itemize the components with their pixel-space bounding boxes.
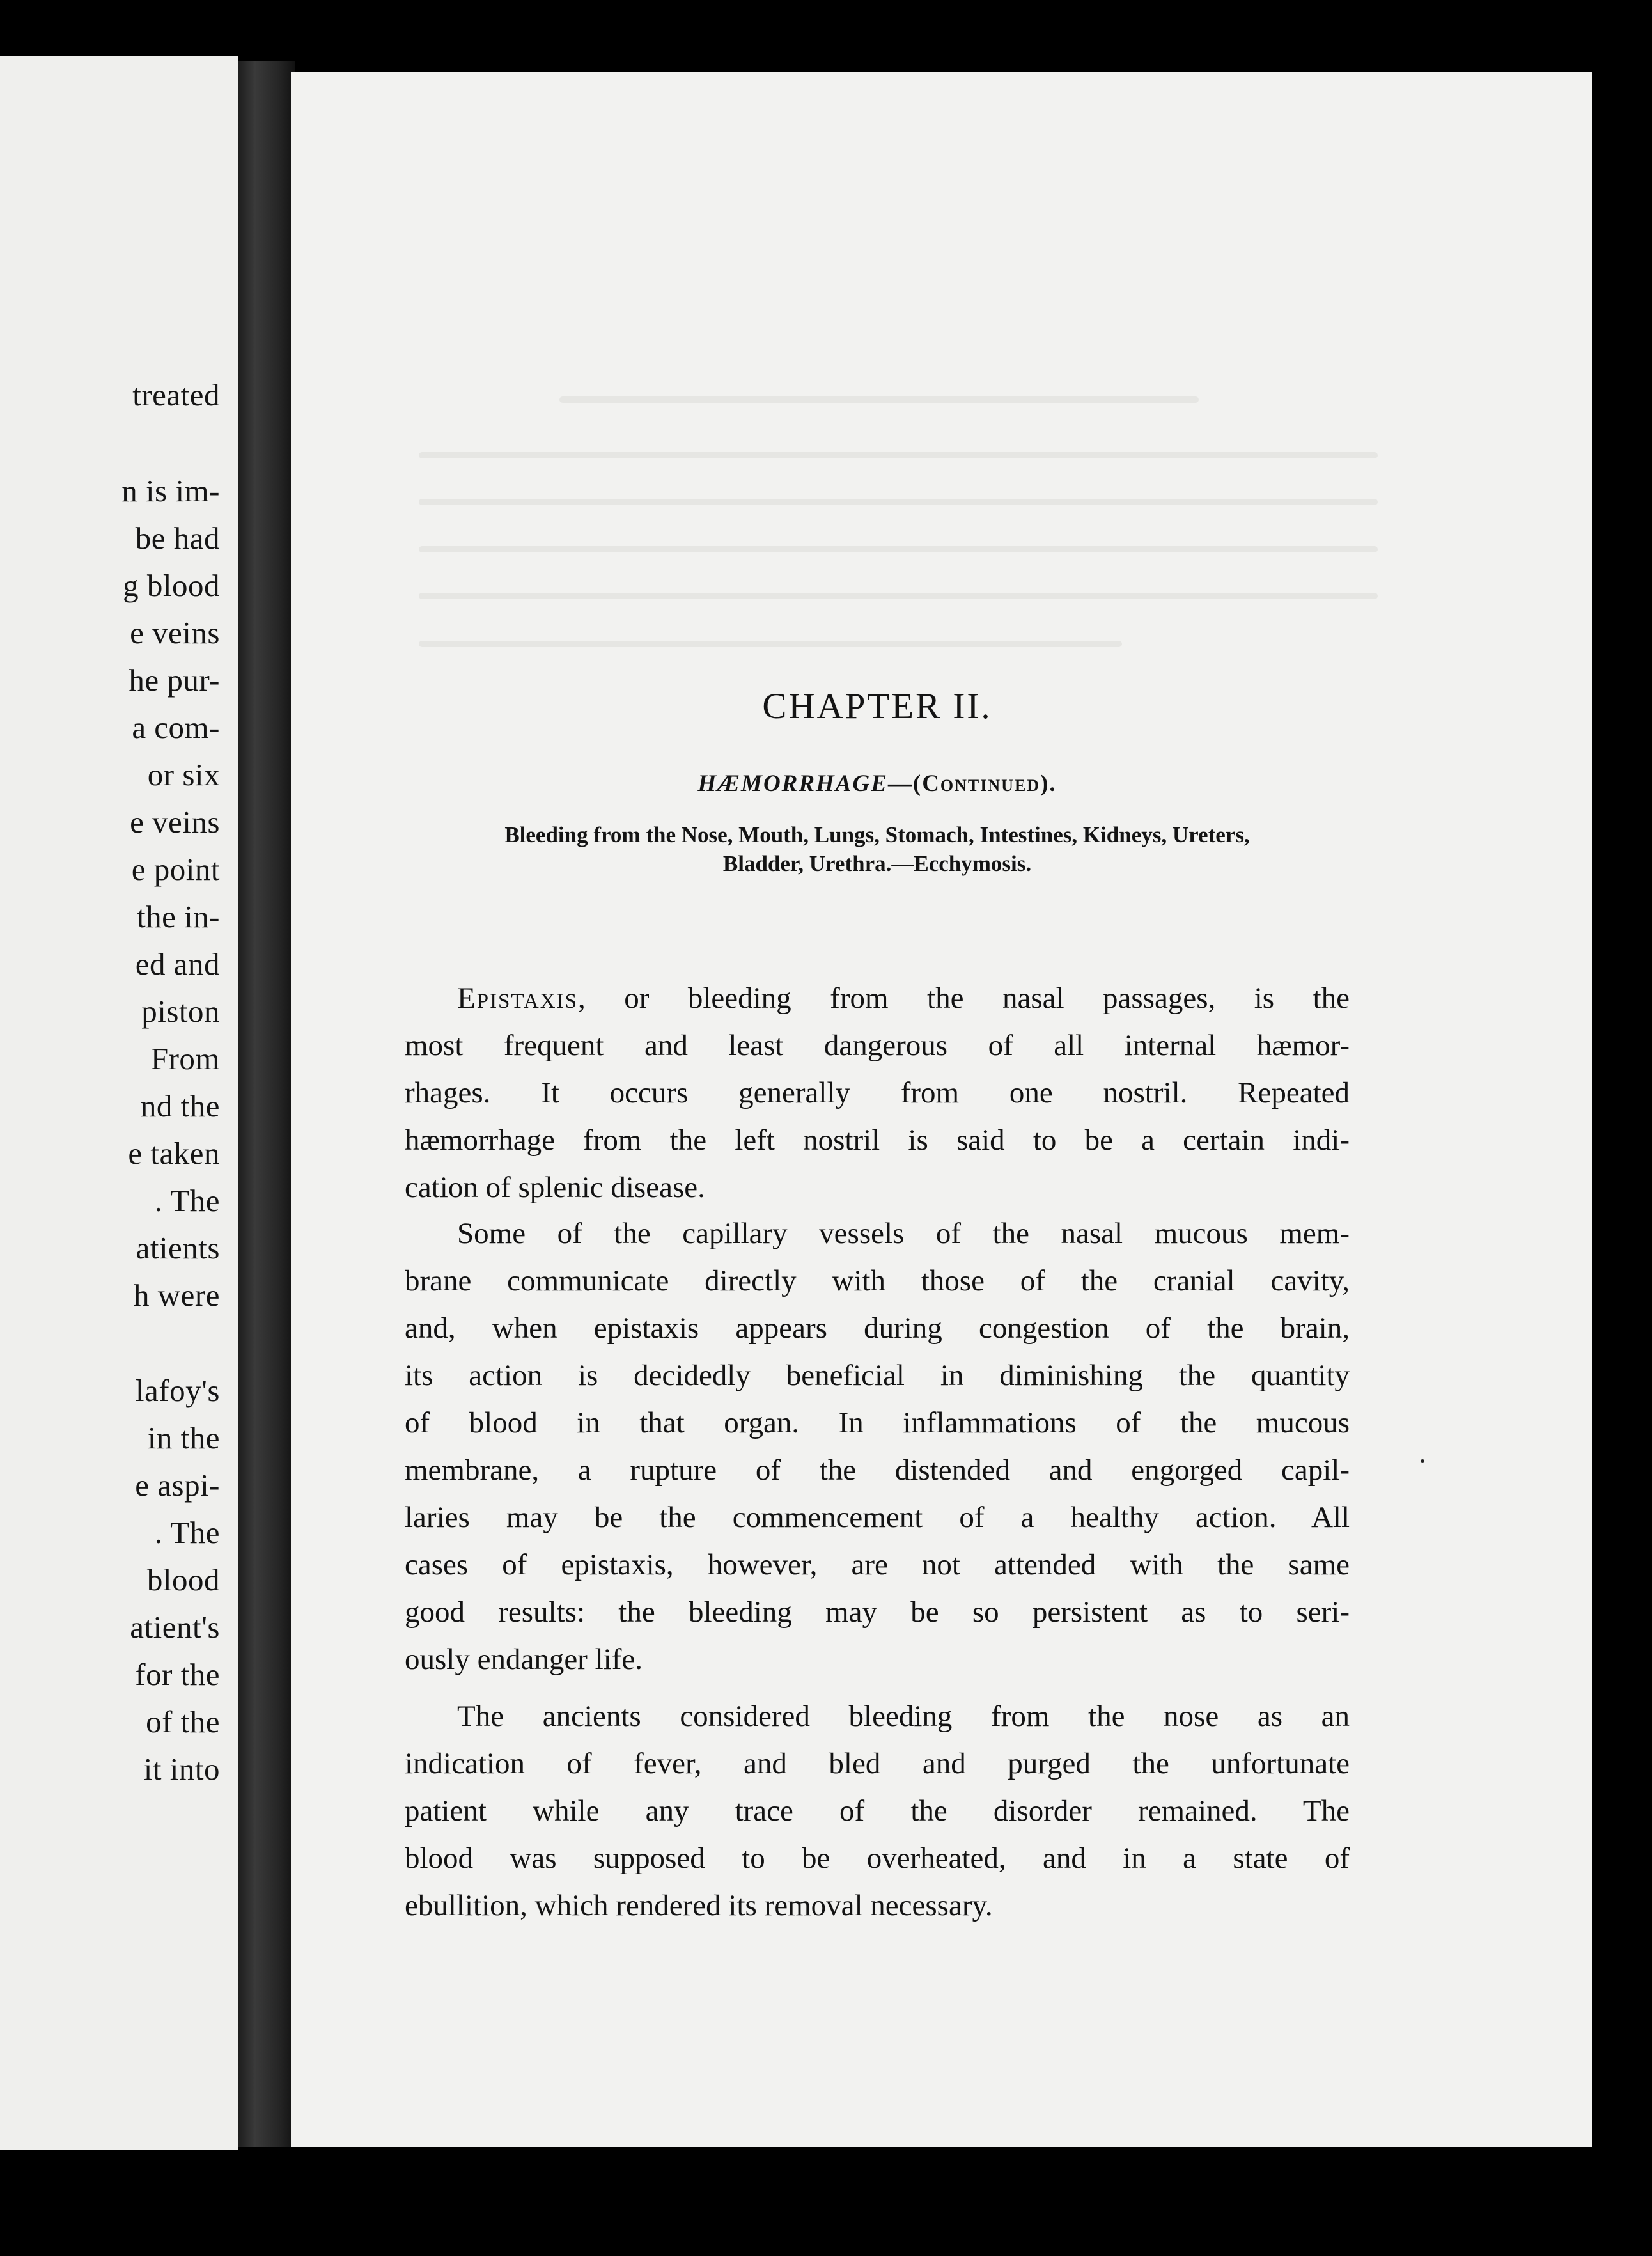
book-page (291, 72, 1592, 2147)
left-page-line: piston (141, 994, 220, 1029)
lead-word: Epistaxis (457, 982, 578, 1015)
text-line: ebullition, which rendered its removal necessary. (405, 1889, 993, 1922)
text-line: The ancients considered bleeding from the nose as an (457, 1700, 1350, 1733)
text-line: , or bleeding from the nasal passages, is the (577, 982, 1350, 1015)
left-page-line: it into (143, 1751, 220, 1787)
left-page-line: lafoy's (135, 1373, 220, 1408)
show-through-mark (419, 593, 1378, 599)
left-page-line: in the (147, 1420, 220, 1455)
left-page-line: a com- (132, 710, 220, 745)
show-through-mark (559, 396, 1199, 403)
text-line: blood was supposed to be overheated, and in a state of (405, 1842, 1350, 1875)
text-line: membrane, a rupture of the distended and engorged capil- (405, 1453, 1350, 1487)
book-gutter-shadow (238, 61, 295, 2147)
left-page-line: treated (132, 377, 220, 412)
left-page-line: atients (136, 1230, 220, 1265)
chapter-title: CHAPTER II. (762, 686, 992, 726)
left-page-line: . The (154, 1515, 220, 1550)
left-page-line: e veins (130, 804, 220, 840)
left-page-line: be had (135, 521, 220, 556)
left-page-line: n is im- (121, 473, 220, 508)
left-page-line: for the (135, 1657, 220, 1692)
text-line: indication of fever, and bled and purged the unfortunate (405, 1747, 1350, 1780)
left-page-line: e point (131, 852, 220, 887)
left-page-line: . The (154, 1183, 220, 1218)
text-line: of blood in that organ. In inflammations of the mucous (405, 1406, 1350, 1439)
chapter-summary (405, 821, 1350, 879)
text-line: ously endanger life. (405, 1643, 643, 1676)
left-page-line: h were (134, 1278, 220, 1313)
text-line: cation of splenic disease. (405, 1171, 705, 1204)
left-facing-page (0, 56, 238, 2150)
subtitle-topic: HÆMORRHAGE (697, 771, 888, 797)
left-page-line: the in- (136, 899, 220, 934)
left-page-line: From (150, 1041, 220, 1076)
text-line: Some of the capillary vessels of the nasal mucous mem- (457, 1217, 1350, 1250)
text-line: brane communicate directly with those of the cranial cavity, (405, 1264, 1350, 1297)
subtitle-continued: —(Continued). (887, 771, 1057, 797)
text-line: good results: the bleeding may be so persistent as to seri- (405, 1595, 1350, 1629)
text-line: rhages. It occurs generally from one nostril. Repeated (405, 1076, 1350, 1109)
left-page-line: of the (146, 1704, 220, 1739)
left-page-line: atient's (130, 1610, 220, 1645)
page-speck (1421, 1459, 1424, 1463)
text-line: patient while any trace of the disorder remained. The (405, 1794, 1350, 1828)
text-line: laries may be the commencement of a healthy action. All (405, 1501, 1350, 1534)
paragraph (405, 1210, 1350, 1683)
left-page-line: blood (146, 1562, 220, 1597)
text-line: most frequent and least dangerous of all internal hæmor- (405, 1029, 1350, 1062)
left-page-line: or six (147, 757, 220, 792)
show-through-mark (419, 499, 1378, 505)
left-page-line: e aspi- (135, 1468, 220, 1503)
chapter-subtitle (405, 770, 1350, 797)
paragraph (405, 975, 1350, 1211)
left-page-line: g blood (123, 568, 220, 603)
show-through-mark (419, 452, 1378, 458)
text-line: and, when epistaxis appears during congestion of the brain, (405, 1312, 1350, 1345)
left-page-line: ed and (135, 946, 220, 982)
summary-line: Bladder, Urethra.—Ecchymosis. (722, 850, 1032, 876)
left-page-line: he pur- (129, 662, 220, 698)
paragraph (405, 1693, 1350, 1929)
summary-line: Bleeding from the Nose, Mouth, Lungs, Stomach, Intestines, Kidneys, Ureters, (504, 822, 1250, 847)
show-through-mark (419, 546, 1378, 552)
show-through-mark (419, 641, 1122, 647)
text-line: hæmorrhage from the left nostril is said to be a certain indi- (405, 1124, 1350, 1157)
text-line: its action is decidedly beneficial in diminishing the quantity (405, 1359, 1350, 1392)
left-page-line: e veins (130, 615, 220, 650)
text-line: cases of epistaxis, however, are not attended with the same (405, 1548, 1350, 1581)
left-page-line: e taken (128, 1136, 220, 1171)
left-page-line: nd the (140, 1088, 220, 1124)
